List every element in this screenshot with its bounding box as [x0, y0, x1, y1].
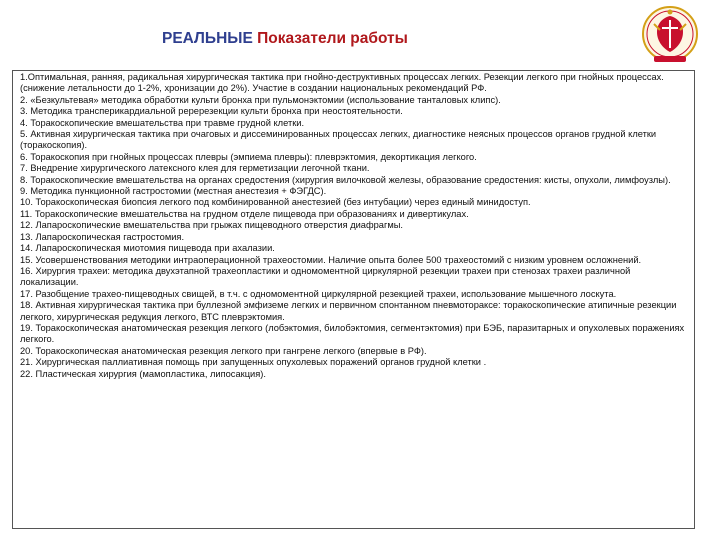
achievements-list	[20, 72, 688, 380]
list-item: 7. Внедрение хирургического латексного клея для герметизации легочной ткани.	[20, 163, 370, 174]
list-item: 8. Торакоскопические вмешательства на органах средостения (хирургия вилочковой железы, образование средостения: кисты, опухоли, лимфоузлы).	[20, 174, 671, 185]
list-item: 6. Торакоскопия при гнойных процессах плевры (эмпиема плевры): плеврэктомия, декортикация легкого.	[20, 151, 477, 162]
emblem-icon	[640, 4, 700, 66]
list-item: 17. Разобщение трахео-пищеводных свищей, в т.ч. с одномоментной циркулярной резекцией трахеи, использование мышечного лоскута.	[20, 288, 617, 299]
list-item: 16. Хирургия трахеи: методика двухэтапной трахеопластики и одномоментной циркулярной резекции трахеи при стенозах трахеи различной локализации.	[20, 265, 631, 288]
list-item: 12. Лапароскопические вмешательства при грыжах пищеводного отверстия диафрагмы.	[20, 220, 404, 231]
content-box	[12, 70, 695, 529]
list-item: 22. Пластическая хирургия (мамопластика, липосакция).	[20, 368, 266, 379]
list-item: 3. Методика трансперикардиальной реререзекции культи бронха при неостоятельности.	[20, 106, 403, 117]
list-item: 9. Методика пункционной гастростомии (местная анестезия + ФЭГДС).	[20, 186, 327, 197]
title-part-real: РЕАЛЬНЫЕ	[162, 30, 253, 47]
page-title	[162, 30, 408, 48]
list-item: 2. «Безкультевая» методика обработки культи бронха при пульмонэктомии (использование танталовых клипс).	[20, 94, 501, 105]
list-item: 15. Усовершенствования методики интраоперационной трахеостомии. Наличие опыта более 500 трахеостомий с низким уровнем осложнений.	[20, 254, 642, 265]
list-item: 4. Торакоскопические вмешательства при травме грудной клетки.	[20, 117, 305, 128]
list-item: 5. Активная хирургическая тактика при очаговых и диссеминированных процессах легких, диагностике неясных процессов органов грудной клетки (торакоскопия).	[20, 129, 657, 151]
list-item: 18. Активная хирургическая тактика при буллезной эмфиземе легких и первичном спонтанном пневмотораксе: торакоскопические атипичные резекции легкого, хирургическая редукция легкого, ВТС плеврэктомия.	[20, 300, 677, 322]
list-item: 14. Лапароскопическая миотомия пищевода при ахалазии.	[20, 243, 275, 254]
list-item: 13. Лапароскопическая гастростомия.	[20, 231, 185, 242]
list-item: 21. Хирургическая паллиативная помощь при запущенных опухолевых поражений органов грудной клетки .	[20, 357, 487, 368]
list-item: 20. Торакоскопическая анатомическая резекция легкого при гангрене легкого (впервые в РФ).	[20, 345, 427, 356]
list-item: 11. Торакоскопические вмешательства на грудном отделе пищевода при образованиях и дивертикулах.	[20, 208, 469, 219]
title-part-indicators: Показатели работы	[257, 30, 408, 47]
list-item: 19. Торакоскопическая анатомическая резекция легкого (лобэктомия, билобэктомия, сегментэктомия) при БЭБ, паразитарных и опухолевых поражениях легкого.	[20, 322, 685, 345]
list-item: 1.Оптимальная, ранняя, радикальная хирургическая тактика при гнойно-деструктивных процессах легких. Резекции легкого при гнойных процессах. (снижение летальности до 1-2%, хронизации до 2%). Участие в создании национальных рекомендаций РФ.	[20, 72, 664, 94]
list-item: 10. Торакоскопическая биопсия легкого под комбинированной анестезией (без интубации) через единый минидоступ.	[20, 197, 531, 208]
